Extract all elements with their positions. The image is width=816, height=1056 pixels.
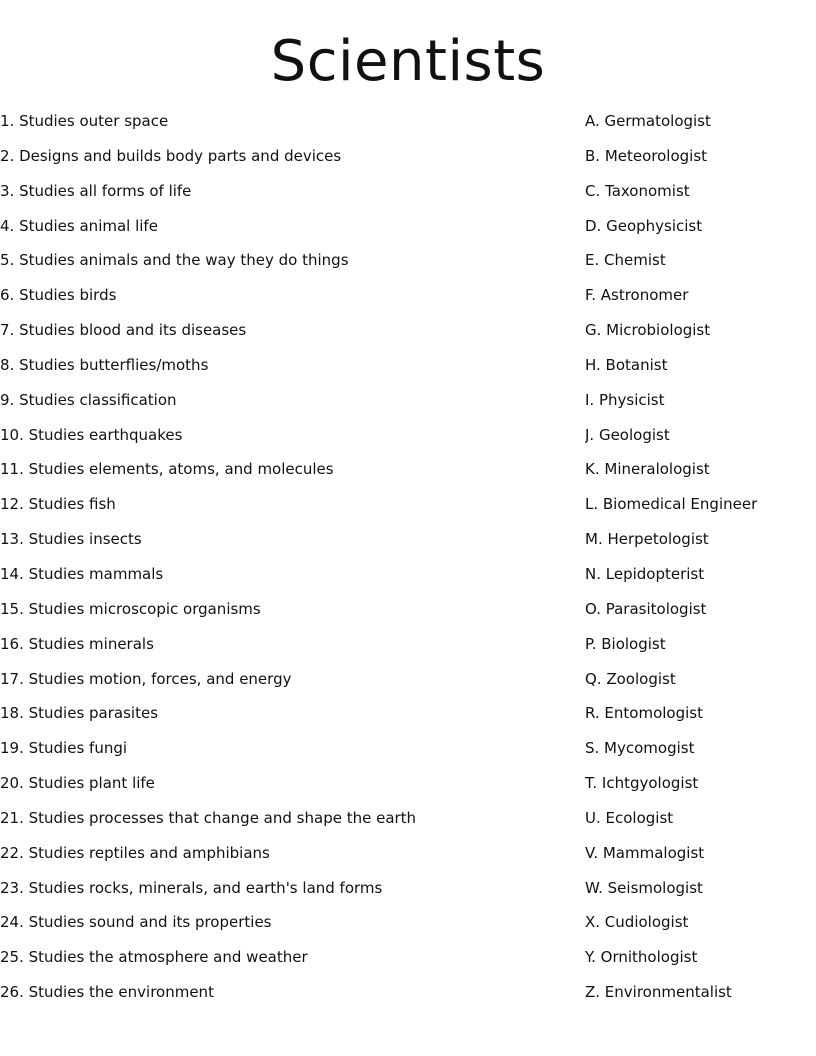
- answer-item: N. Lepidopterist: [585, 564, 705, 583]
- description-item: 15. Studies microscopic organisms: [0, 599, 261, 618]
- answer-item: L. Biomedical Engineer: [585, 495, 758, 514]
- answer-item: I. Physicist: [585, 390, 665, 409]
- description-item: 22. Studies reptiles and amphibians: [0, 843, 270, 862]
- answer-item: G. Microbiologist: [585, 321, 711, 340]
- answer-item: C. Taxonomist: [585, 181, 690, 200]
- description-item: 9. Studies classification: [0, 390, 177, 409]
- description-item: 20. Studies plant life: [0, 774, 155, 793]
- answer-item: D. Geophysicist: [585, 216, 703, 235]
- answer-item: O. Parasitologist: [585, 599, 707, 618]
- answer-item: Q. Zoologist: [585, 669, 676, 688]
- description-item: 17. Studies motion, forces, and energy: [0, 669, 292, 688]
- answer-item: U. Ecologist: [585, 808, 674, 827]
- answer-item: B. Meteorologist: [585, 146, 708, 165]
- description-item: 10. Studies earthquakes: [0, 425, 183, 444]
- answer-item: J. Geologist: [585, 425, 670, 444]
- description-item: 25. Studies the atmosphere and weather: [0, 948, 308, 967]
- answer-item: W. Seismologist: [585, 878, 703, 897]
- description-item: 19. Studies fungi: [0, 739, 128, 758]
- answer-item: P. Biologist: [585, 634, 666, 653]
- page-title: Scientists: [270, 29, 546, 94]
- description-item: 11. Studies elements, atoms, and molecules: [0, 460, 334, 479]
- description-item: 1. Studies outer space: [0, 112, 169, 130]
- answer-item: X. Cudiologist: [585, 913, 689, 932]
- description-item: 8. Studies butterflies/moths: [0, 355, 209, 374]
- description-item: 3. Studies all forms of life: [0, 181, 192, 200]
- answer-item: A. Germatologist: [585, 112, 711, 130]
- answer-item: K. Mineralologist: [585, 460, 710, 479]
- description-item: 21. Studies processes that change and shape the earth: [0, 808, 417, 827]
- description-item: 6. Studies birds: [0, 286, 117, 305]
- description-item: 4. Studies animal life: [0, 216, 158, 235]
- description-list: [0, 104, 560, 1010]
- answer-item: R. Entomologist: [585, 704, 703, 723]
- description-item: 2. Designs and builds body parts and devices: [0, 146, 342, 165]
- answer-item: F. Astronomer: [585, 286, 689, 305]
- answer-item: E. Chemist: [585, 251, 666, 270]
- description-item: 14. Studies mammals: [0, 564, 164, 583]
- description-item: 16. Studies minerals: [0, 634, 154, 653]
- description-item: 7. Studies blood and its diseases: [0, 321, 247, 340]
- answer-item: H. Botanist: [585, 355, 668, 374]
- answer-item: S. Mycomogist: [585, 739, 695, 758]
- description-item: 12. Studies fish: [0, 495, 116, 514]
- answer-item: Z. Environmentalist: [585, 983, 732, 1002]
- description-item: 13. Studies insects: [0, 530, 142, 549]
- answer-item: Y. Ornithologist: [585, 948, 698, 967]
- answer-item: V. Mammalogist: [585, 843, 705, 862]
- answer-item: M. Herpetologist: [585, 530, 709, 549]
- description-item: 24. Studies sound and its properties: [0, 913, 272, 932]
- description-item: 18. Studies parasites: [0, 704, 159, 723]
- answer-list: [585, 104, 816, 1010]
- description-item: 26. Studies the environment: [0, 983, 214, 1002]
- description-item: 23. Studies rocks, minerals, and earth's land forms: [0, 878, 383, 897]
- description-item: 5. Studies animals and the way they do things: [0, 251, 349, 270]
- answer-item: T. Ichtgyologist: [585, 774, 699, 793]
